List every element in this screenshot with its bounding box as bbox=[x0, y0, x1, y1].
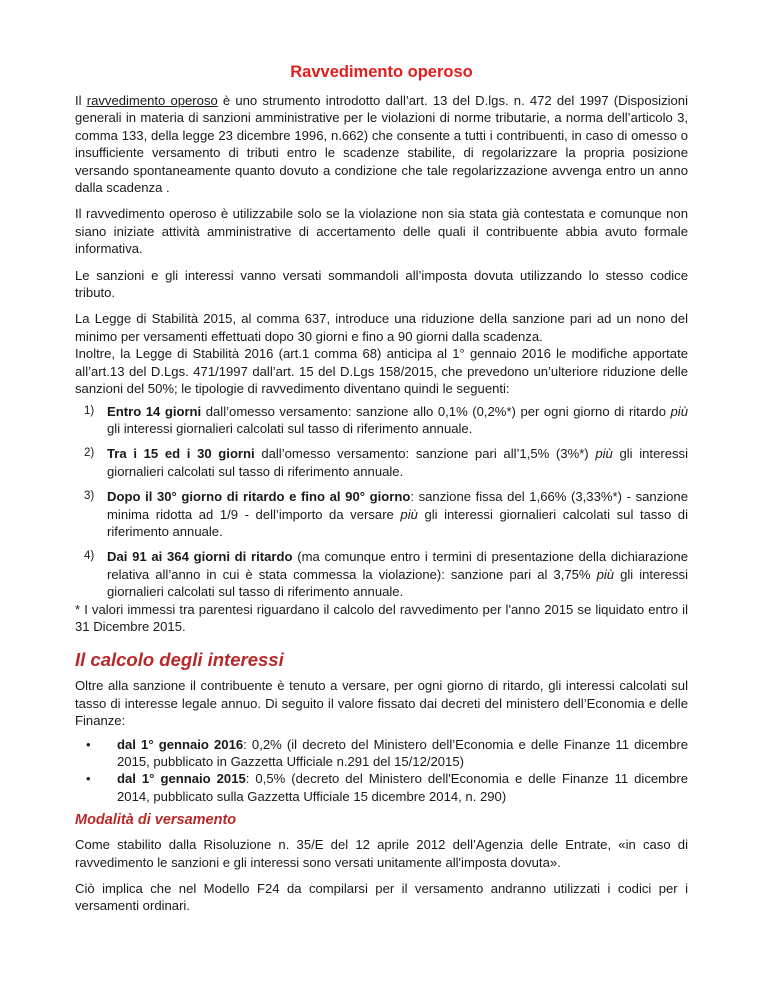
list-item bbox=[75, 736, 688, 771]
paragraph-stabilita-2015: La Legge di Stabilità 2015, al comma 637, introduce una riduzione della sanzione pari ad un nono del minimo per versamenti effettuati dopo 30 giorni e fino a 90 giorni dalla scadenza. bbox=[75, 311, 688, 344]
intro-lead: Il bbox=[75, 93, 87, 108]
list-item-italic: più bbox=[595, 446, 613, 462]
ravvedimento-link[interactable]: ravvedimento operoso bbox=[86, 93, 218, 108]
list-item-text: gli interessi giornalieri calcolati sul tasso di riferimento annuale. bbox=[107, 566, 688, 600]
intro-rest: è uno strumento introdotto dall’art. 13 del D.lgs. n. 472 del 1997 (Disposizioni generali in materia di sanzioni amministrative per le violazioni di norme tributarie, a norma dell’articolo 3, comma 133, della legge 23 dicembre 1996, n.662) che consente a tutti i contribuenti, in caso di omesso o insufficiente versamento di tributi entro le scadenze stabilite, di regolarizzare la propria posizione versando spontaneamente quanto dovuto a condizione che tale regolarizzazione avvenga entro un anno dalla scadenza . bbox=[75, 93, 688, 196]
list-item-text: (ma comunque entro i termini di presentazione della dichiarazione relativa all’anno in cui è stata commessa la violazione): sanzione pari al 3,75% bbox=[107, 549, 688, 582]
list-item-text: dall’omesso versamento: sanzione pari all’1,5% (3%*) bbox=[254, 446, 596, 462]
list-item-text: gli interessi giornalieri calcolati sul tasso di riferimento annuale. bbox=[107, 506, 688, 539]
list-number: 4) bbox=[84, 550, 95, 563]
bullet-icon: • bbox=[86, 736, 91, 752]
footnote: * I valori immessi tra parentesi riguardano il calcolo del ravvedimento per l'anno 2015 se liquidato entro il 31 Dicembre 2015. bbox=[75, 601, 688, 634]
rate-text: : 0,2% (il decreto del Ministero dell’Economia e delle Finanze 11 dicembre 2015, pubblicato in Gazzetta Ufficiale n.291 del 15/12/2015) bbox=[117, 736, 688, 769]
rate-date: dal 1° gennaio 2016 bbox=[117, 736, 244, 752]
page-title: Ravvedimento operoso bbox=[290, 63, 473, 81]
list-number: 3) bbox=[84, 490, 95, 503]
list-item bbox=[75, 548, 688, 600]
list-item bbox=[75, 445, 688, 480]
intro-paragraph bbox=[75, 92, 688, 196]
paragraph-eligibility: Il ravvedimento operoso è utilizzabile solo se la violazione non sia stata già contestata e comunque non siano iniziate attività amministrative di accertamento delle quali il contribuente abbia avuto formale informativa. bbox=[75, 206, 688, 257]
paragraph-interessi: Oltre alla sanzione il contribuente è tenuto a versare, per ogni giorno di ritardo, gli interessi calcolati sul tasso di interesse legale annuo. Di seguito il valore fissato dai decreti del ministero dell’Economia e delle Finanze: bbox=[75, 678, 688, 729]
list-item-bold: Entro 14 giorni bbox=[107, 403, 202, 419]
list-item bbox=[75, 403, 688, 438]
interest-rates-list bbox=[75, 736, 688, 806]
list-item-italic: più bbox=[670, 403, 688, 419]
paragraph-payment: Le sanzioni e gli interessi vanno versati sommandoli all’imposta dovuta utilizzando lo stesso codice tributo. bbox=[75, 267, 688, 301]
bullet-icon: • bbox=[86, 771, 91, 787]
ravvedimento-types-list bbox=[75, 403, 688, 601]
list-item-italic: più bbox=[400, 506, 418, 522]
paragraph-stabilita-2016: Inoltre, la Legge di Stabilità 2016 (art.1 comma 68) anticipa al 1° gennaio 2016 le modifiche apportate all’art.13 del D.Lgs. 471/1997 dall’art. 15 del D.Lgs 158/2015, che prevedono un’ulteriore riduzione delle sanzioni del 50%; le tipologie di ravvedimento diventano quindi le seguenti: bbox=[75, 346, 688, 397]
list-item-text: gli interessi giornalieri calcolati sul tasso di riferimento annuale. bbox=[107, 446, 688, 479]
list-item-bold: Dai 91 ai 364 giorni di ritardo bbox=[107, 549, 293, 565]
list-item bbox=[75, 488, 688, 540]
list-number: 2) bbox=[84, 447, 95, 460]
list-item-text: gli interessi giornalieri calcolati sul tasso di riferimento annuale. bbox=[107, 420, 473, 436]
rate-date: dal 1° gennaio 2015 bbox=[117, 771, 246, 787]
list-item-bold: Tra i 15 ed i 30 giorni bbox=[107, 446, 255, 462]
section-heading-versamento: Modalità di versamento bbox=[75, 812, 237, 829]
list-item bbox=[75, 770, 688, 805]
list-item-text: dall’omesso versamento: sanzione allo 0,1% (0,2%*) per ogni giorno di ritardo bbox=[201, 403, 671, 419]
list-item-text: : sanzione fissa del 1,66% (3,33%*) - sanzione minima ridotta ad 1/9 - dell’importo da versare bbox=[107, 489, 688, 522]
list-number: 1) bbox=[84, 404, 95, 417]
list-item-italic: più bbox=[596, 566, 615, 582]
paragraph-f24: Ciò implica che nel Modello F24 da compilarsi per il versamento andranno utilizzati i codici per i versamenti ordinari. bbox=[75, 881, 688, 914]
paragraph-risoluzione: Come stabilito dalla Risoluzione n. 35/E del 12 aprile 2012 dell’Agenzia delle Entrate, «in caso di ravvedimento le sanzioni e gli interessi sono versati unitamente all'imposta dovuta». bbox=[75, 837, 688, 870]
rate-text: : 0,5% (decreto del Ministero dell'Economia e delle Finanze 11 dicembre 2014, pubblicato sulla Gazzetta Ufficiale 15 dicembre 2014, n. 290) bbox=[117, 771, 688, 804]
list-item-bold: Dopo il 30° giorno di ritardo e fino al 90° giorno bbox=[107, 489, 411, 505]
section-heading-interessi: Il calcolo degli interessi bbox=[75, 649, 284, 671]
